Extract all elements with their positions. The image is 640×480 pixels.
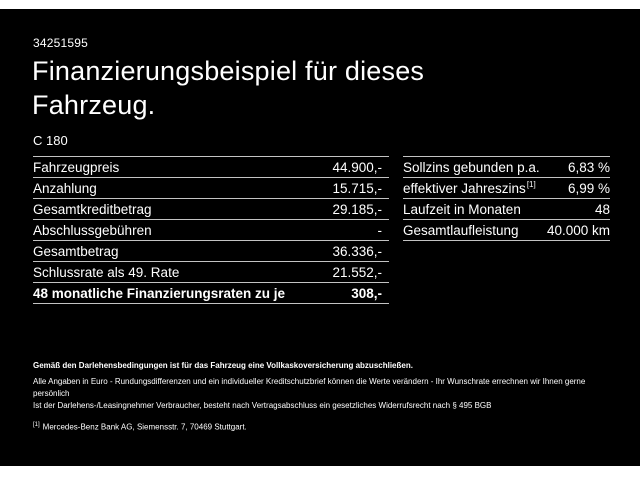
row-label: Laufzeit in Monaten <box>403 201 521 217</box>
vehicle-model: C 180 <box>33 133 68 148</box>
row-value: 6,99 % <box>567 180 610 196</box>
row-value: 48 <box>594 201 610 217</box>
row-label: Gesamtlaufleistung <box>403 222 519 238</box>
row-value: - <box>377 222 382 238</box>
footnote-text: Mercedes-Benz Bank AG, Siemensstr. 7, 70469 Stuttgart. <box>42 422 247 432</box>
row-label: Sollzins gebunden p.a. <box>403 159 540 175</box>
insurance-note: Gemäß den Darlehensbedingungen ist für das Fahrzeug eine Vollkaskoversicherung abzuschließen. <box>33 361 413 370</box>
footnote-marker: [1] <box>33 422 40 428</box>
row-label: Gesamtkreditbetrag <box>33 201 152 217</box>
table-row <box>33 157 389 178</box>
row-value: 29.185,- <box>332 201 382 217</box>
bottom-white-band <box>0 466 640 480</box>
table-row <box>403 199 610 220</box>
table-row <box>33 199 389 220</box>
row-value: 308,- <box>351 285 382 301</box>
row-label: 48 monatliche Finanzierungsraten zu je <box>33 285 286 301</box>
row-value: 36.336,- <box>332 243 382 259</box>
disclaimer-line-1: Alle Angaben in Euro - Rundungsdifferenzen und ein individueller Kreditschutzbrief können die Werte verändern - Ihr Wunschrate errechnen wir Ihnen gerne persönlich <box>33 377 586 398</box>
row-label: Anzahlung <box>33 180 97 196</box>
top-white-band <box>0 0 640 9</box>
table-row <box>33 178 389 199</box>
table-row <box>403 157 610 178</box>
row-value: 6,83 % <box>567 159 610 175</box>
row-value: 15.715,- <box>332 180 382 196</box>
disclaimer-line-2: Ist der Darlehens-/Leasingnehmer Verbraucher, besteht nach Vertragsabschluss ein gesetzliches Widerrufsrecht nach § 495 BGB <box>33 401 492 410</box>
footnote-ref: [1] <box>526 180 536 189</box>
footer <box>33 361 613 432</box>
row-value: 44.900,- <box>332 159 382 175</box>
row-value: 40.000 km <box>546 222 610 238</box>
table-row <box>33 283 389 304</box>
row-label: Schlussrate als 49. Rate <box>33 264 180 280</box>
table-row <box>403 178 610 199</box>
row-label: effektiver Jahreszins[1] <box>403 180 536 196</box>
row-label: Gesamtbetrag <box>33 243 119 259</box>
table-row <box>33 262 389 283</box>
row-value: 21.552,- <box>332 264 382 280</box>
row-label: Fahrzeugpreis <box>33 159 120 175</box>
table-row <box>33 241 389 262</box>
financing-table <box>33 156 389 304</box>
table-row <box>33 220 389 241</box>
bank-footnote <box>33 422 613 432</box>
financing-tables <box>33 156 610 304</box>
table-row <box>403 220 610 241</box>
page-title: Finanzierungsbeispiel für dieses Fahrzeug. <box>32 56 425 120</box>
row-label: Abschlussgebühren <box>33 222 152 238</box>
conditions-table <box>403 156 610 241</box>
offer-id: 34251595 <box>33 36 88 50</box>
